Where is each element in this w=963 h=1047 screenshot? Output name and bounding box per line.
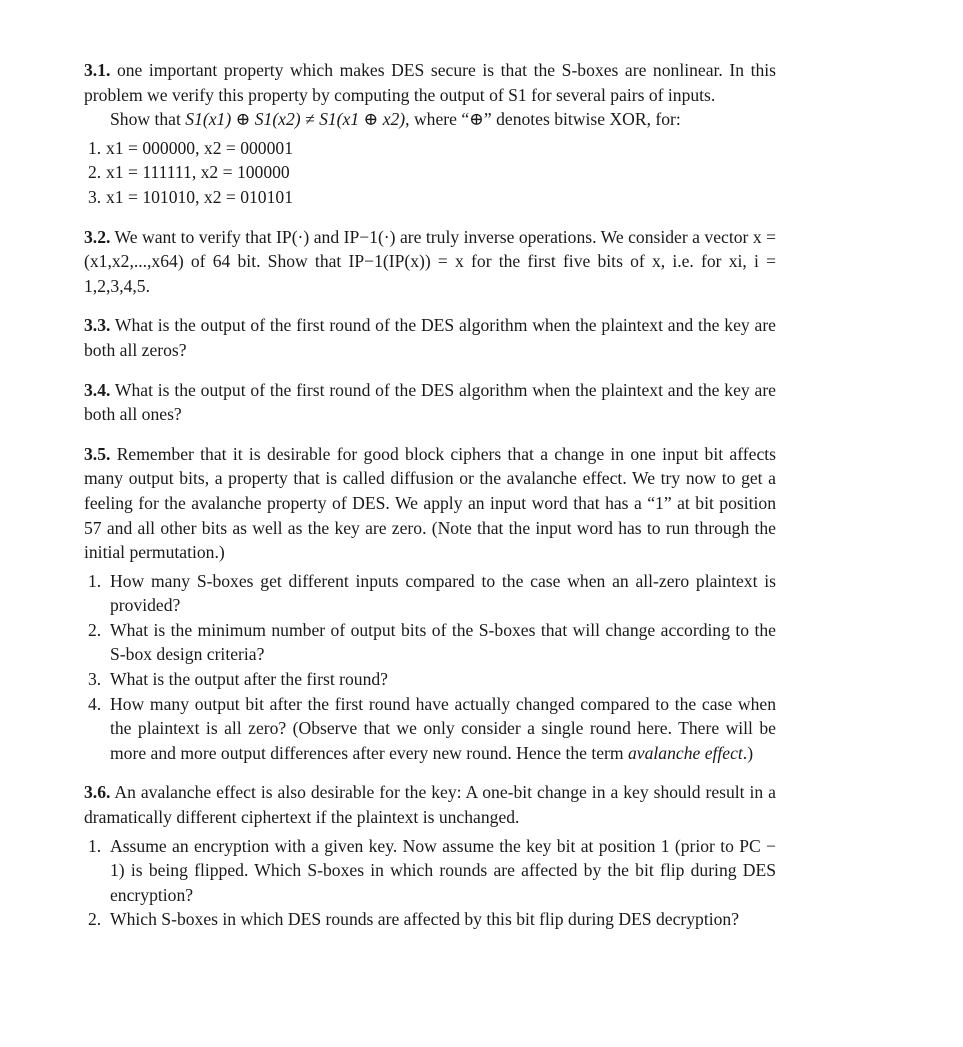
list-item: 2. x1 = 111111, x2 = 100000	[88, 162, 290, 183]
problem-3-1-text: 3.1. one important property which makes DES secure is that the S-boxes are nonlinear. In this problem we verify this property by computing the output of S1 for several pairs of inputs.	[84, 60, 776, 105]
problem-3-6	[84, 780, 776, 932]
list-item: 2. What is the minimum number of output bits of the S-boxes that will change according to the S-box design criteria?	[88, 619, 776, 665]
problem-3-2	[84, 225, 776, 299]
problem-3-3	[84, 313, 776, 362]
avalanche-term: avalanche effect	[628, 742, 743, 763]
problem-number: 3.6.	[84, 782, 111, 803]
problem-3-2-text: 3.2. We want to verify that IP(·) and IP−1(·) are truly inverse operations. We consider a vector x = (x1,x2,...,x64) of 64 bit. Show that IP−1(IP(x)) = x for the first five bits of x, i.e. for xi, i = 1,2,3,4,5.	[84, 226, 776, 296]
problem-number: 3.3.	[84, 315, 111, 336]
input-pairs-list	[84, 136, 776, 210]
problem-3-5-text: 3.5. Remember that it is desirable for good block ciphers that a change in one input bit affects many output bits, a property that is called diffusion or the avalanche effect. We try now to get a feeling for the avalanche property of DES. We apply an input word that has a “1” at bit position 57 and all other bits as well as the key are zero. (Note that the input word has to run through the initial permutation.)	[84, 443, 776, 563]
problem-3-1-instruction: Show that S1(x1) ⊕ S1(x2) ≠ S1(x1 ⊕ x2), where “⊕” denotes bitwise XOR, for:	[110, 109, 681, 130]
list-item: 2. Which S-boxes in which DES rounds are affected by this bit flip during DES decryption?	[88, 909, 740, 930]
nonlinearity-equation: S1(x1) ⊕ S1(x2) ≠ S1(x1 ⊕ x2)	[185, 109, 406, 130]
problem-number: 3.2.	[84, 226, 111, 247]
problem-3-6-text: 3.6. An avalanche effect is also desirable for the key: A one-bit change in a key should result in a dramatically different ciphertext if the plaintext is unchanged.	[84, 782, 776, 828]
document-page	[84, 58, 776, 947]
list-item: 4. How many output bit after the first round have actually changed compared to the case when the plaintext is all zero? (Observe that we only consider a single round here. There will be more and more output differences after every new round. Hence the term avalanche effect.)	[88, 693, 776, 763]
problem-number: 3.4.	[84, 379, 111, 400]
key-avalanche-questions-list	[84, 834, 776, 932]
list-item: 3. What is the output after the first round?	[88, 669, 388, 690]
problem-3-4	[84, 378, 776, 427]
problem-3-4-text: 3.4. What is the output of the first round of the DES algorithm when the plaintext and the key are both all ones?	[84, 379, 776, 425]
problem-number: 3.1.	[84, 60, 111, 80]
problem-3-1	[84, 58, 776, 210]
list-item: 1. Assume an encryption with a given key. Now assume the key bit at position 1 (prior to PC − 1) is being flipped. Which S-boxes in which rounds are affected by the bit flip during DES encryption?	[88, 835, 776, 905]
problem-number: 3.5.	[84, 443, 111, 464]
avalanche-questions-list	[84, 569, 776, 766]
list-item: 1. How many S-boxes get different inputs compared to the case when an all-zero plaintext is provided?	[88, 570, 776, 616]
problem-3-3-text: 3.3. What is the output of the first round of the DES algorithm when the plaintext and the key are both all zeros?	[84, 315, 776, 360]
problem-3-5	[84, 442, 776, 766]
list-item: 3. x1 = 101010, x2 = 010101	[88, 186, 293, 207]
list-item: 1. x1 = 000000, x2 = 000001	[88, 137, 293, 158]
